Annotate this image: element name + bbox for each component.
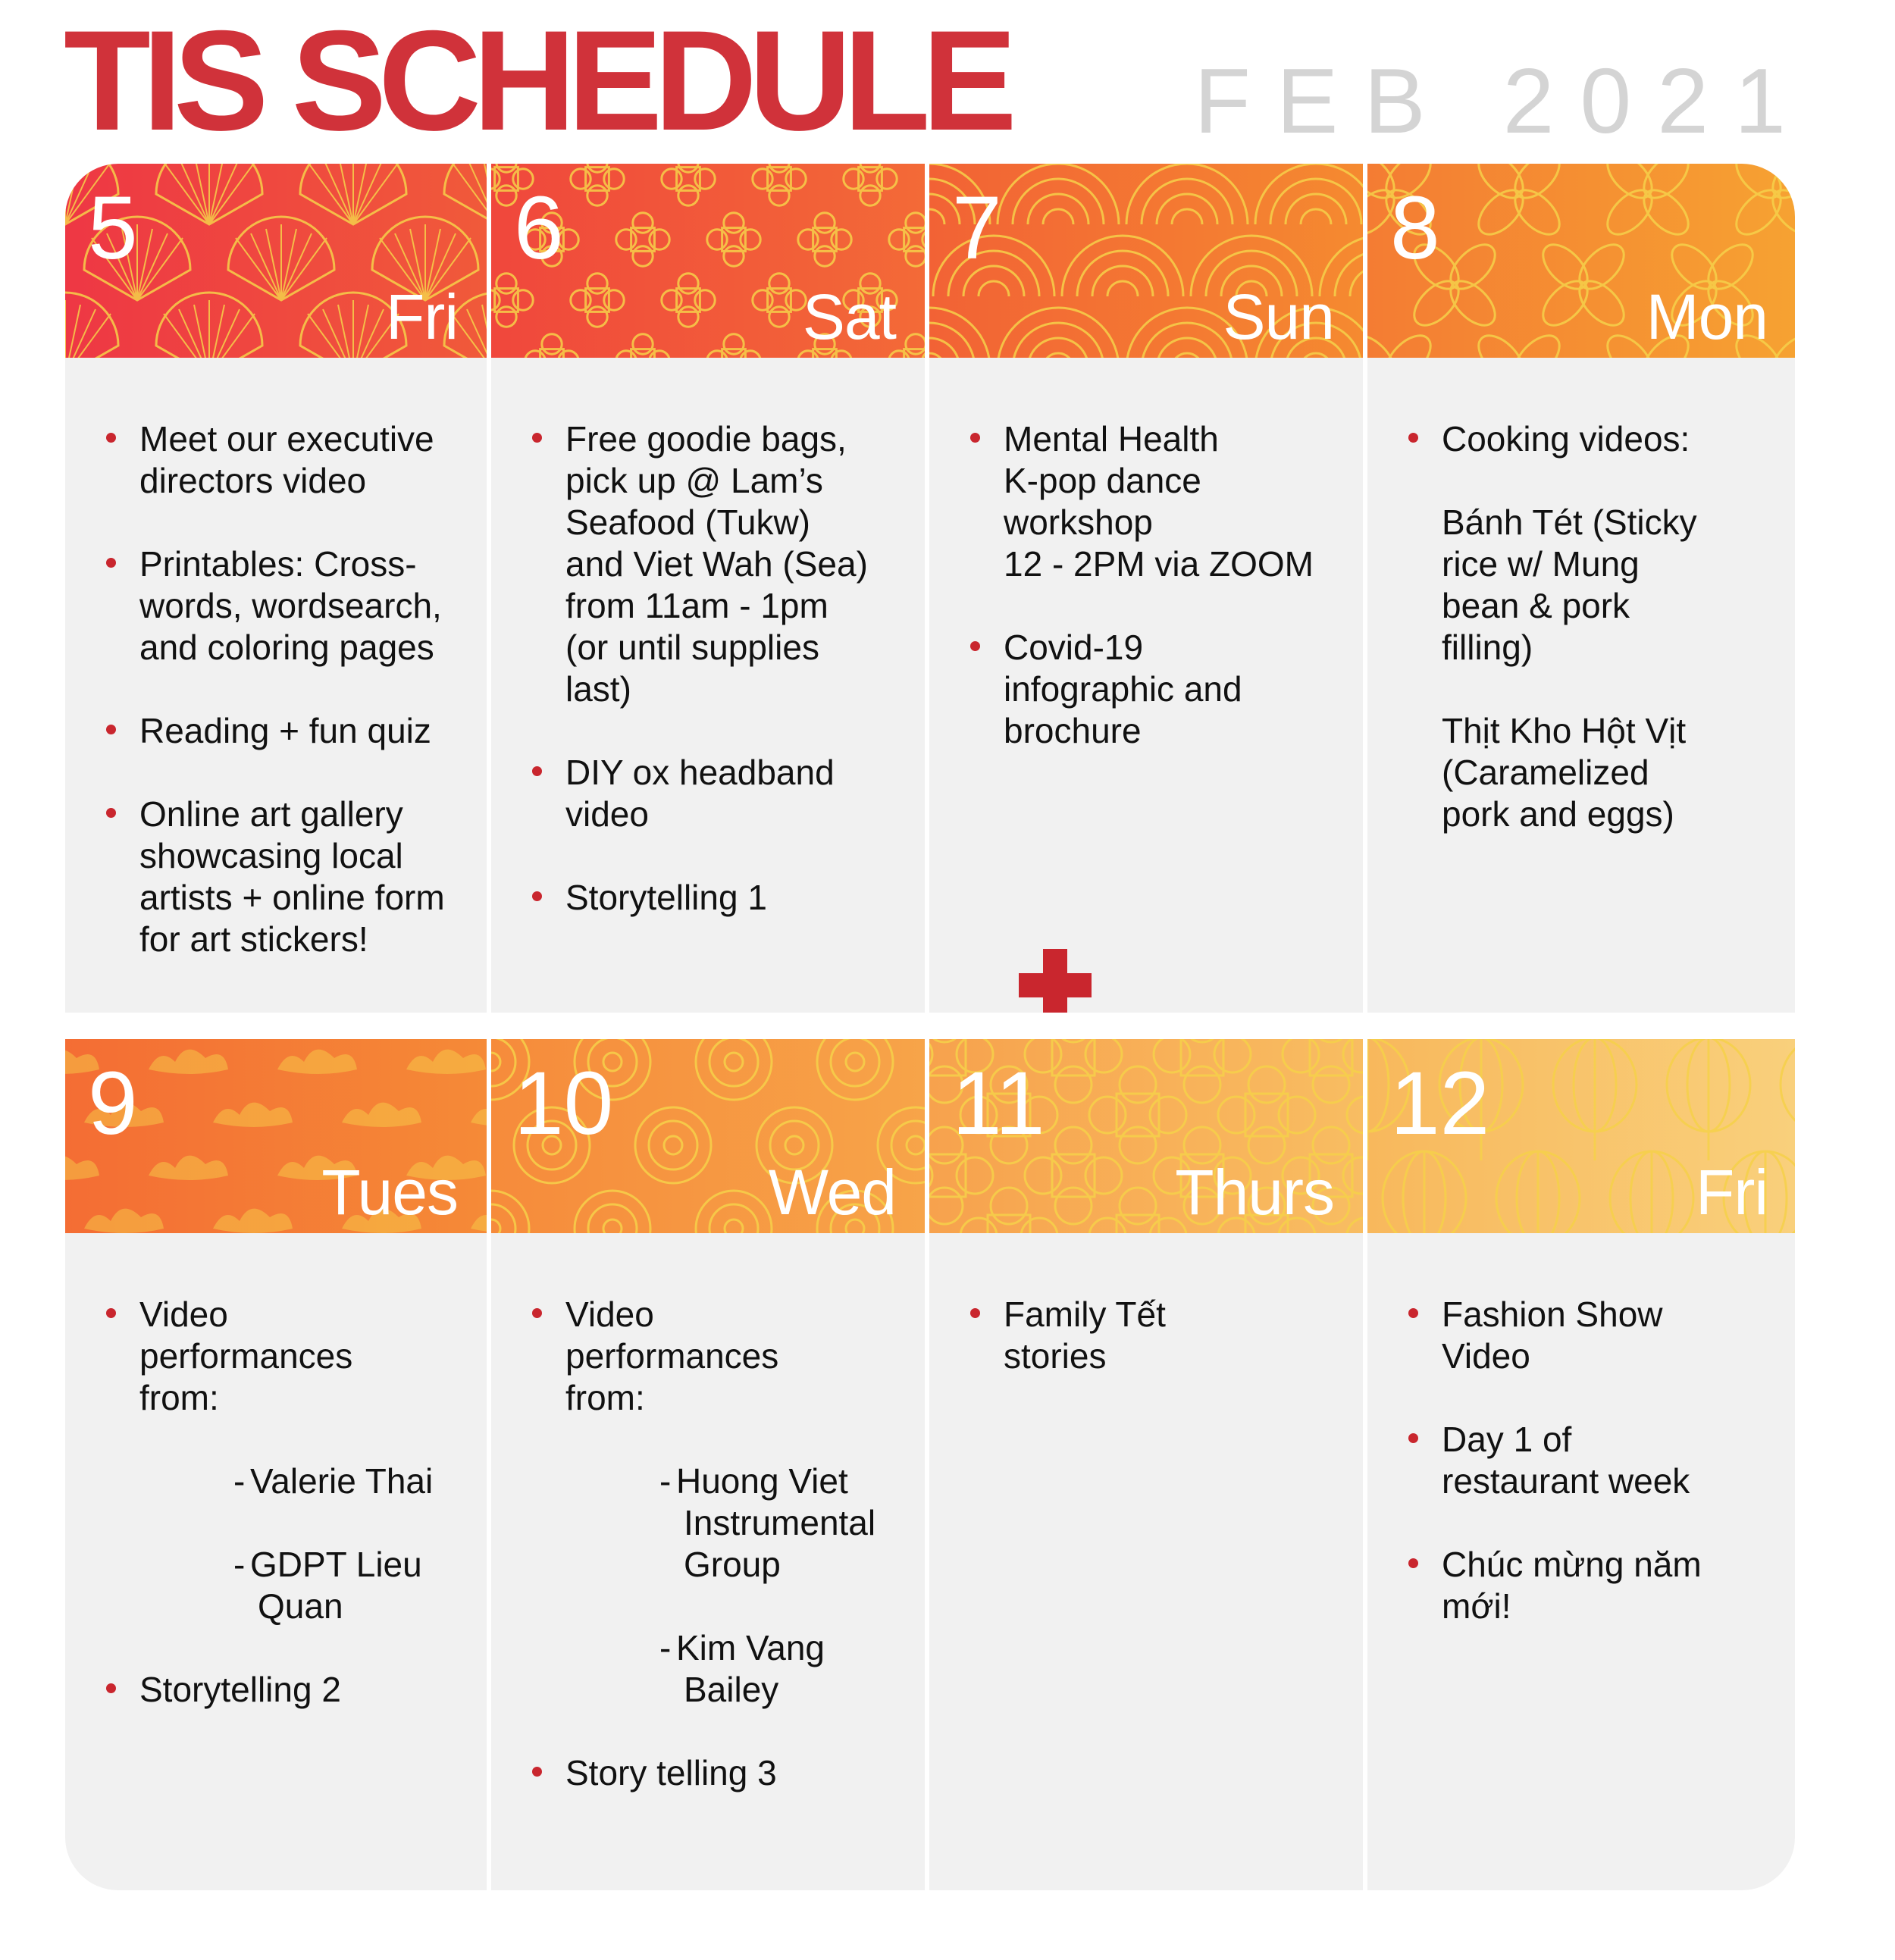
event-item	[65, 543, 487, 668]
day-header	[65, 164, 487, 358]
event-text: Online art gallery	[139, 794, 403, 834]
day-number: 6	[514, 178, 564, 278]
bullet-icon	[970, 641, 980, 651]
event-item	[1367, 1294, 1795, 1377]
event-text: Free goodie bags,	[565, 419, 847, 459]
event-list	[929, 418, 1363, 752]
performer-name: Valerie Thai	[250, 1461, 434, 1501]
event-item	[929, 418, 1363, 585]
event-text: words, wordsearch,	[139, 586, 442, 625]
event-list	[491, 1294, 925, 1794]
event-text: filling)	[1442, 628, 1533, 667]
performer-entry	[139, 1461, 479, 1502]
event-text: last)	[565, 669, 631, 709]
event-text: Day 1 of	[1442, 1420, 1572, 1459]
day-header	[1367, 164, 1795, 358]
event-item	[65, 1669, 487, 1711]
bullet-icon	[106, 1683, 116, 1693]
event-text: rice w/ Mung	[1442, 544, 1640, 584]
event-text: brochure	[1004, 711, 1142, 750]
event-item	[929, 627, 1363, 752]
event-text: directors video	[139, 461, 367, 500]
event-list	[65, 1294, 487, 1711]
day-cell	[491, 1039, 925, 1890]
performer-name: Instrumental	[684, 1503, 876, 1542]
event-text: Printables: Cross-	[139, 544, 417, 584]
week-row-1	[65, 164, 1795, 1013]
event-text: Video	[139, 1295, 228, 1334]
event-text: workshop	[1004, 503, 1153, 542]
performer-name: GDPT Lieu	[250, 1545, 422, 1584]
event-item	[1367, 418, 1795, 835]
event-text: Video	[1442, 1336, 1530, 1376]
day-name: Sun	[1223, 281, 1334, 352]
day-events	[491, 1233, 925, 1890]
day-name: Wed	[768, 1157, 896, 1228]
day-header	[491, 1039, 925, 1233]
line-gap	[1442, 668, 1789, 710]
event-text: performances	[565, 1336, 779, 1376]
event-text: Meet our executive	[139, 419, 434, 459]
day-name: Fri	[1696, 1157, 1768, 1228]
event-text: Story telling 3	[565, 1753, 777, 1792]
event-text: Covid-19	[1004, 628, 1144, 667]
day-cell	[1367, 1039, 1795, 1890]
bullet-icon	[532, 891, 542, 901]
event-item	[1367, 1419, 1795, 1502]
event-item	[491, 752, 925, 835]
bullet-icon	[532, 1767, 542, 1777]
day-cell	[1367, 164, 1795, 1013]
schedule-title: TIS SCHEDULE	[64, 1, 1009, 160]
performer-entry	[565, 1461, 917, 1586]
event-list	[1367, 1294, 1795, 1627]
day-events	[65, 358, 487, 1013]
performer-line	[659, 1461, 848, 1501]
event-text: video	[565, 794, 649, 834]
event-text: and Viet Wah (Sea)	[565, 544, 868, 584]
event-text: Reading + fun quiz	[139, 711, 431, 750]
event-text: Mental Health	[1004, 419, 1219, 459]
event-text: restaurant week	[1442, 1461, 1690, 1501]
line-gap	[1442, 460, 1789, 502]
red-cross-icon	[1019, 949, 1092, 1013]
event-item	[491, 1752, 925, 1794]
event-text: artists + online form	[139, 878, 445, 917]
event-text: from 11am - 1pm	[565, 586, 828, 625]
day-name: Mon	[1646, 281, 1768, 352]
line-gap	[565, 1419, 917, 1461]
event-list	[65, 418, 487, 960]
day-events	[491, 358, 925, 1013]
event-item	[929, 1294, 1363, 1377]
day-cell	[929, 1039, 1363, 1890]
day-events	[1367, 1233, 1795, 1890]
event-text: 12 - 2PM via ZOOM	[1004, 544, 1314, 584]
day-number: 8	[1390, 178, 1440, 278]
bullet-icon	[106, 433, 116, 443]
event-item	[65, 710, 487, 752]
day-events	[929, 358, 1363, 1013]
event-text: Chúc mừng năm	[1442, 1545, 1702, 1584]
dash-mark: -	[233, 1545, 246, 1584]
day-name: Thurs	[1175, 1157, 1334, 1228]
event-text: Cooking videos:	[1442, 419, 1690, 459]
day-header	[929, 1039, 1363, 1233]
event-list	[1367, 418, 1795, 835]
event-text: infographic and	[1004, 669, 1242, 709]
event-text: pork and eggs)	[1442, 794, 1674, 834]
event-text: pick up @ Lam’s	[565, 461, 823, 500]
dash-mark: -	[659, 1461, 672, 1501]
event-list	[929, 1294, 1363, 1377]
day-cell	[65, 164, 487, 1013]
event-text: performances	[139, 1336, 353, 1376]
event-text: Video	[565, 1295, 654, 1334]
dash-mark: -	[233, 1461, 246, 1501]
event-text: Thịt Kho Hột Vịt	[1442, 711, 1687, 750]
event-item	[491, 418, 925, 710]
performer-line	[659, 1628, 825, 1667]
day-header	[929, 164, 1363, 358]
event-text: K-pop dance	[1004, 461, 1201, 500]
event-text: showcasing local	[139, 836, 403, 875]
line-gap	[139, 1419, 479, 1461]
day-cell	[491, 164, 925, 1013]
event-text: DIY ox headband	[565, 753, 835, 792]
dash-mark: -	[659, 1628, 672, 1667]
month-label: FEB 2021	[1194, 49, 1812, 152]
day-header	[65, 1039, 487, 1233]
bullet-icon	[1408, 1558, 1418, 1568]
event-text: bean & pork	[1442, 586, 1630, 625]
event-text: (Caramelized	[1442, 753, 1649, 792]
performer-line	[233, 1545, 422, 1584]
event-item	[491, 1294, 925, 1711]
day-name: Tues	[321, 1157, 458, 1228]
day-number: 7	[952, 178, 1002, 278]
bullet-icon	[532, 766, 542, 776]
day-events	[65, 1233, 487, 1890]
event-item	[1367, 1544, 1795, 1627]
day-number: 9	[88, 1054, 138, 1154]
event-text: Storytelling 1	[565, 878, 767, 917]
bullet-icon	[532, 433, 542, 443]
event-item	[65, 794, 487, 960]
event-list	[491, 418, 925, 919]
performer-line	[233, 1461, 433, 1501]
event-item	[65, 418, 487, 502]
day-events	[1367, 358, 1795, 1013]
performer-name: Bailey	[684, 1670, 779, 1709]
performer-entry	[139, 1544, 479, 1627]
event-text: stories	[1004, 1336, 1107, 1376]
event-text: Bánh Tét (Sticky	[1442, 503, 1697, 542]
bullet-icon	[1408, 1308, 1418, 1318]
bullet-icon	[970, 433, 980, 443]
event-text: Family Tết	[1004, 1295, 1166, 1334]
performer-name: Group	[684, 1545, 781, 1584]
day-name: Fri	[386, 281, 458, 352]
event-text: Seafood (Tukw)	[565, 503, 810, 542]
bullet-icon	[1408, 1433, 1418, 1443]
event-text: for art stickers!	[139, 919, 368, 959]
bullet-icon	[106, 558, 116, 568]
line-gap	[139, 1502, 479, 1544]
day-header	[1367, 1039, 1795, 1233]
day-events	[929, 1233, 1363, 1890]
bullet-icon	[970, 1308, 980, 1318]
day-cell	[65, 1039, 487, 1890]
week-row-2	[65, 1039, 1795, 1890]
performer-entry	[565, 1627, 917, 1711]
day-number: 5	[88, 178, 138, 278]
performer-name: Quan	[258, 1586, 343, 1626]
event-item	[65, 1294, 487, 1627]
day-name: Sat	[802, 281, 896, 352]
event-text: (or until supplies	[565, 628, 819, 667]
event-item	[491, 877, 925, 919]
day-number: 11	[952, 1054, 1045, 1154]
day-number: 10	[514, 1054, 614, 1154]
event-text: Fashion Show	[1442, 1295, 1663, 1334]
bullet-icon	[106, 808, 116, 818]
day-header	[491, 164, 925, 358]
day-cell	[929, 164, 1363, 1013]
line-gap	[565, 1586, 917, 1627]
event-text: from:	[565, 1378, 645, 1417]
schedule-board	[65, 164, 1795, 1890]
performer-name: Kim Vang	[676, 1628, 825, 1667]
event-text: and coloring pages	[139, 628, 434, 667]
bullet-icon	[106, 725, 116, 734]
bullet-icon	[1408, 433, 1418, 443]
day-number: 12	[1390, 1054, 1490, 1154]
performer-name: Huong Viet	[676, 1461, 848, 1501]
event-text: Storytelling 2	[139, 1670, 341, 1709]
event-text: from:	[139, 1378, 219, 1417]
event-text: mới!	[1442, 1586, 1511, 1626]
bullet-icon	[532, 1308, 542, 1318]
bullet-icon	[106, 1308, 116, 1318]
